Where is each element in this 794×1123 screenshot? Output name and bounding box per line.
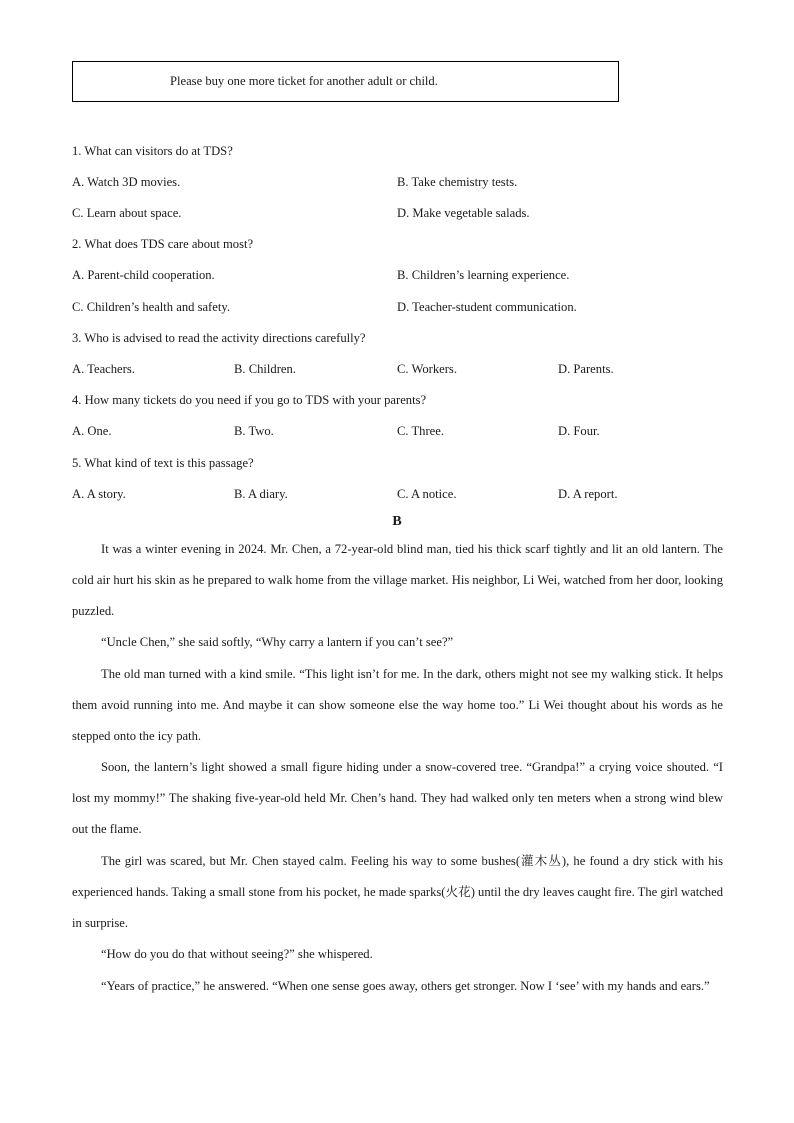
question-3-option-d: D. Parents. [558, 362, 614, 376]
notice-text: Please buy one more ticket for another adult or child. [170, 74, 438, 88]
notice-box [72, 61, 619, 102]
question-2-stem: 2. What does TDS care about most? [72, 237, 254, 251]
question-3-option-a: A. Teachers. [72, 362, 135, 376]
question-5-option-c: C. A notice. [397, 487, 457, 501]
question-5-option-a: A. A story. [72, 487, 126, 501]
question-4-option-c: C. Three. [397, 424, 444, 438]
question-1-option-c: C. Learn about space. [72, 206, 182, 220]
question-1-stem: 1. What can visitors do at TDS? [72, 144, 233, 158]
question-1-option-d: D. Make vegetable salads. [397, 206, 530, 220]
question-2-option-a: A. Parent-child cooperation. [72, 268, 215, 282]
question-2-option-b: B. Children’s learning experience. [397, 268, 570, 282]
passage-paragraph-4: Soon, the lantern’s light showed a small figure hiding under a snow-covered tree. “Grandpa!” a crying voice shouted. “I lost my mommy!” The shaking five-year-old held Mr. Chen’s hand. They had walked only ten meters when a strong wind blew out the flame. [72, 760, 723, 836]
question-4-option-a: A. One. [72, 424, 112, 438]
passage-paragraph-7: “Years of practice,” he answered. “When one sense goes away, others get stronger. Now I ‘see’ with my hands and ears.” [101, 979, 710, 993]
question-4-option-b: B. Two. [234, 424, 274, 438]
question-1-option-b: B. Take chemistry tests. [397, 175, 518, 189]
passage-paragraph-5: The girl was scared, but Mr. Chen stayed calm. Feeling his way to some bushes(灌木丛), he found a dry stick with his experienced hands. Taking a small stone from his pocket, he made sparks(火花) until the dry leaves caught fire. The girl watched in surprise. [72, 854, 723, 930]
section-b-title: B [392, 514, 402, 529]
passage-paragraph-2: “Uncle Chen,” she said softly, “Why carry a lantern if you can’t see?” [101, 635, 454, 649]
question-3-option-c: C. Workers. [397, 362, 457, 376]
question-4-option-d: D. Four. [558, 424, 600, 438]
question-4-stem: 4. How many tickets do you need if you go to TDS with your parents? [72, 393, 427, 407]
question-2-option-d: D. Teacher-student communication. [397, 300, 577, 314]
question-5-stem: 5. What kind of text is this passage? [72, 456, 254, 470]
question-2-option-c: C. Children’s health and safety. [72, 300, 230, 314]
passage-paragraph-3: The old man turned with a kind smile. “This light isn’t for me. In the dark, others might not see my walking stick. It helps them avoid running into me. And maybe it can show someone else the way home too.” Li Wei thought about his words as he stepped onto the icy path. [72, 667, 723, 743]
question-3-option-b: B. Children. [234, 362, 296, 376]
passage-paragraph-1: It was a winter evening in 2024. Mr. Chen, a 72-year-old blind man, tied his thick scarf tightly and lit an old lantern. The cold air hurt his skin as he prepared to walk home from the village market. His neighbor, Li Wei, watched from her door, looking puzzled. [72, 542, 723, 618]
question-5-option-b: B. A diary. [234, 487, 288, 501]
question-3-stem: 3. Who is advised to read the activity directions carefully? [72, 331, 366, 345]
question-1-option-a: A. Watch 3D movies. [72, 175, 181, 189]
passage-paragraph-6: “How do you do that without seeing?” she whispered. [101, 947, 373, 961]
question-5-option-d: D. A report. [558, 487, 618, 501]
